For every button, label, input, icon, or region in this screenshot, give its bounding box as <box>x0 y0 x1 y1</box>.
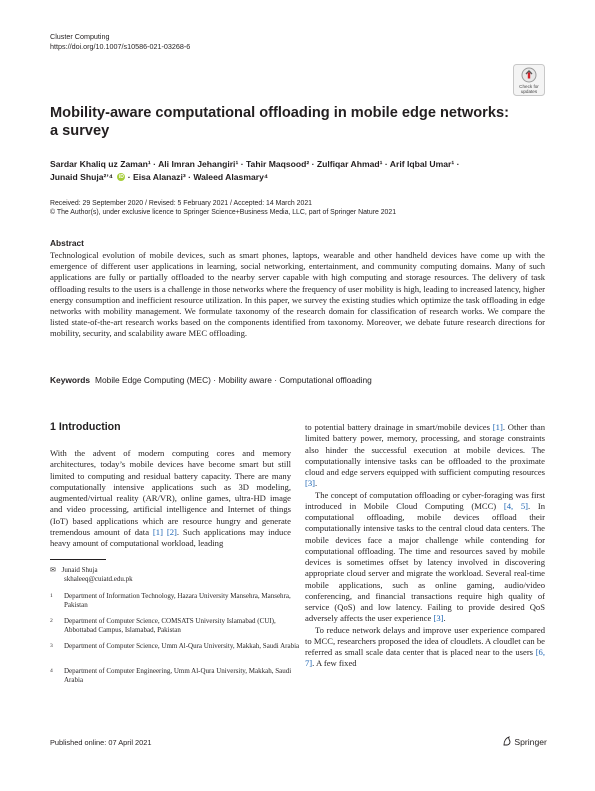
intro-text-b: . Such applications may induce heavy amount of computational workload, leading <box>50 526 291 548</box>
citation-3[interactable]: [3] <box>305 478 316 489</box>
badge-line2: updates <box>520 89 538 94</box>
right-text-3a: To reduce network delays and improve user experience compared to MCC, researchers proposed the idea of cloudlets. A cloudlet can be referred as small scale data center that is placed near to the users <box>305 624 545 657</box>
affiliation-number: 4 <box>50 668 53 674</box>
springer-horse-icon <box>502 736 512 746</box>
right-text-1b: . Other than limited battery power, memory, processing, and storage constraints also hinder the successful execution at mobile devices. The computationally intensive tasks can be offloaded to the proximate cloud and edge servers equipped with sufficient computing resources <box>305 422 545 477</box>
journal-header <box>50 32 190 51</box>
affiliation-text: Department of Computer Science, COMSATS University Islamabad (CUI), Abbottabad Campus, Islamabad, Pakistan <box>64 617 276 635</box>
citation-3[interactable]: [3] <box>433 613 444 624</box>
keywords <box>50 375 545 385</box>
right-text-3b: . A few fixed <box>312 658 357 669</box>
doi-link[interactable]: https://doi.org/10.1007/s10586-021-03268-6 <box>50 41 191 51</box>
springer-logo <box>502 736 547 747</box>
affiliation-text: Department of Computer Science, Umm Al-Qura University, Makkah, Saudi Arabia <box>64 642 300 650</box>
citation-2[interactable]: [2] <box>166 526 177 537</box>
authors-rest: · Eisa Alanazi³ · Waleed Alasmary⁴ <box>127 171 269 182</box>
right-text-1a: to potential battery drainage in smart/mobile devices <box>305 422 493 432</box>
copyright-line: © The Author(s), under exclusive licence to Springer Science+Business Media, LLC, part of Springer Nature 2021 <box>50 209 397 217</box>
abstract-text: Technological evolution of mobile devices, such as smart phones, laptops, wearable and other handheld devices have come up with the emergence of different user applications in learning, social networking, entertainment, and community computing domains. Many of such applications are fully or partially offloaded to the nearby server capable with high computing and storage resources. The delivery of task offloading results to the users is a challenge in those networks where the frequency of user mobility is high, leading to increased latency, higher energy consumption and inefficient resource utilization. In this paper, we survey the existing studies which optimize the task offloading in edge networks with mobility management. We formulate taxonomy of the research domain for classification of research works. We compare the listed state-of-the-art research works based on the components identified from taxonomy. Moreover, we debate future research directions for mobility, security, and scalability aware MEC offloading. <box>50 250 545 339</box>
right-paragraph-2: The concept of computation offloading or cyber-foraging was first introduced in Mobile Cloud Computing (MCC) [4, 5]. In computational offloading, mobile devices offload their computationally intensive tasks to the central cloud data centers. The mobile devices face a major challenge while contending for computational offloading. The time and resources saved by mobile devices is sometimes offset by latency involved in discovering appropriate cloud server and migrate the workload. Several real-time mobile applications, such as online gaming, audio/video conferencing, and financial transactions require high quality of service (QoS) and low latency. Failing to provide desired QoS adversely affects the user experience [3]. <box>305 489 545 624</box>
affiliation-text: Department of Information Technology, Hazara University Mansehra, Mansehra, Pakistan <box>64 592 291 610</box>
keywords-list: Mobile Edge Computing (MEC) · Mobility aware · Computational offloading <box>95 375 372 385</box>
citation-1[interactable]: [1] <box>492 422 503 432</box>
article-dates <box>50 199 545 218</box>
intro-text-a: With the advent of modern computing cores and memory architectures, today’s mobile devices have become smart but still limited to computing and residual battery capacity. There are many computationally intensive applications such as 3D modeling, augmented/virtual reality (AR/VR), online games, ultra-HD image and video processing, artificial intelligence and Internet of things (IoT) based applications which are resource hungry and generate tremendous amount of data <box>50 448 291 537</box>
affiliation-4 <box>50 667 300 685</box>
authors-line2 <box>50 171 545 184</box>
keywords-label: Keywords <box>50 375 91 385</box>
intro-paragraph-1 <box>50 448 291 549</box>
citation-1[interactable]: [1] <box>152 526 163 537</box>
affiliation-3 <box>50 642 300 651</box>
right-text-2b: . In computational offloading, mobile devices offload their computationally intensive tasks to the central cloud data centers. The mobile devices face a major challenge while contending for computational offloading. The time and resources saved by mobile devices is sometimes offset by latency involved in discovering appropriate cloud server and migrate the workload. Several real-time mobile applications, such as online gaming, audio/video conferencing, and financial transactions require high quality of service (QoS) and low latency. Failing to provide desired QoS adversely affects the user experience <box>305 500 545 624</box>
abstract-heading: Abstract <box>50 238 84 248</box>
right-paragraph-3 <box>305 625 545 670</box>
received-dates: Received: 29 September 2020 / Revised: 5 February 2021 / Accepted: 14 March 2021 <box>50 200 313 207</box>
intro-left-column <box>50 448 291 549</box>
correspondence <box>50 566 300 584</box>
intro-right-column <box>305 422 545 670</box>
affiliation-number: 1 <box>50 593 53 599</box>
author-junaid-shuja[interactable]: Junaid Shuja²ʼ⁴ <box>50 171 113 182</box>
envelope-icon: ✉ <box>50 566 56 574</box>
check-for-updates-icon <box>513 64 545 96</box>
correspondence-email[interactable]: skhaleeq@cuiatd.edu.pk <box>64 575 133 584</box>
right-text-2a: The concept of computation offloading or cyber-foraging was first introduced in Mobile Cloud Computing (MCC) <box>305 489 545 511</box>
publisher-name: Springer <box>514 737 547 747</box>
correspondence-name: Junaid Shuja <box>61 566 98 574</box>
citation-6-7[interactable]: [6, 7] <box>305 647 545 669</box>
affiliation-2 <box>50 617 300 635</box>
right-paragraph-1: to potential battery drainage in smart/mobile devices [1]. Other than limited battery power, memory, processing, and storage constraints also hinder the successful execution at mobile devices. The computationally intensive tasks can be offloaded to the proximate cloud and edge servers equipped with sufficient computing resources [3]. <box>305 422 545 489</box>
affiliation-1 <box>50 592 300 610</box>
footnote-divider <box>50 559 106 560</box>
paper-title <box>50 104 540 140</box>
affiliation-text: Department of Computer Engineering, Umm Al-Qura University, Makkah, Saudi Arabia <box>64 667 292 685</box>
authors <box>50 158 545 183</box>
title-line1: Mobility-aware computational offloading in mobile edge networks: <box>50 105 509 121</box>
published-online: Published online: 07 April 2021 <box>50 738 152 747</box>
citation-4-5[interactable]: [4, 5] <box>503 500 528 511</box>
journal-name: Cluster Computing <box>50 32 110 41</box>
affiliation-number: 3 <box>50 643 53 649</box>
authors-line1: Sardar Khaliq uz Zaman¹ · Ali Imran Jehangiri¹ · Tahir Maqsood² · Zulfiqar Ahmad¹ · Arif Iqbal Umar¹ · <box>50 159 460 169</box>
badge-line1: Check for <box>519 84 539 89</box>
section-heading-introduction: 1 Introduction <box>50 421 121 433</box>
title-line2: a survey <box>50 123 110 139</box>
affiliation-number: 2 <box>50 618 53 624</box>
orcid-icon[interactable]: iD <box>118 174 124 181</box>
check-for-updates-badge[interactable] <box>513 64 545 96</box>
